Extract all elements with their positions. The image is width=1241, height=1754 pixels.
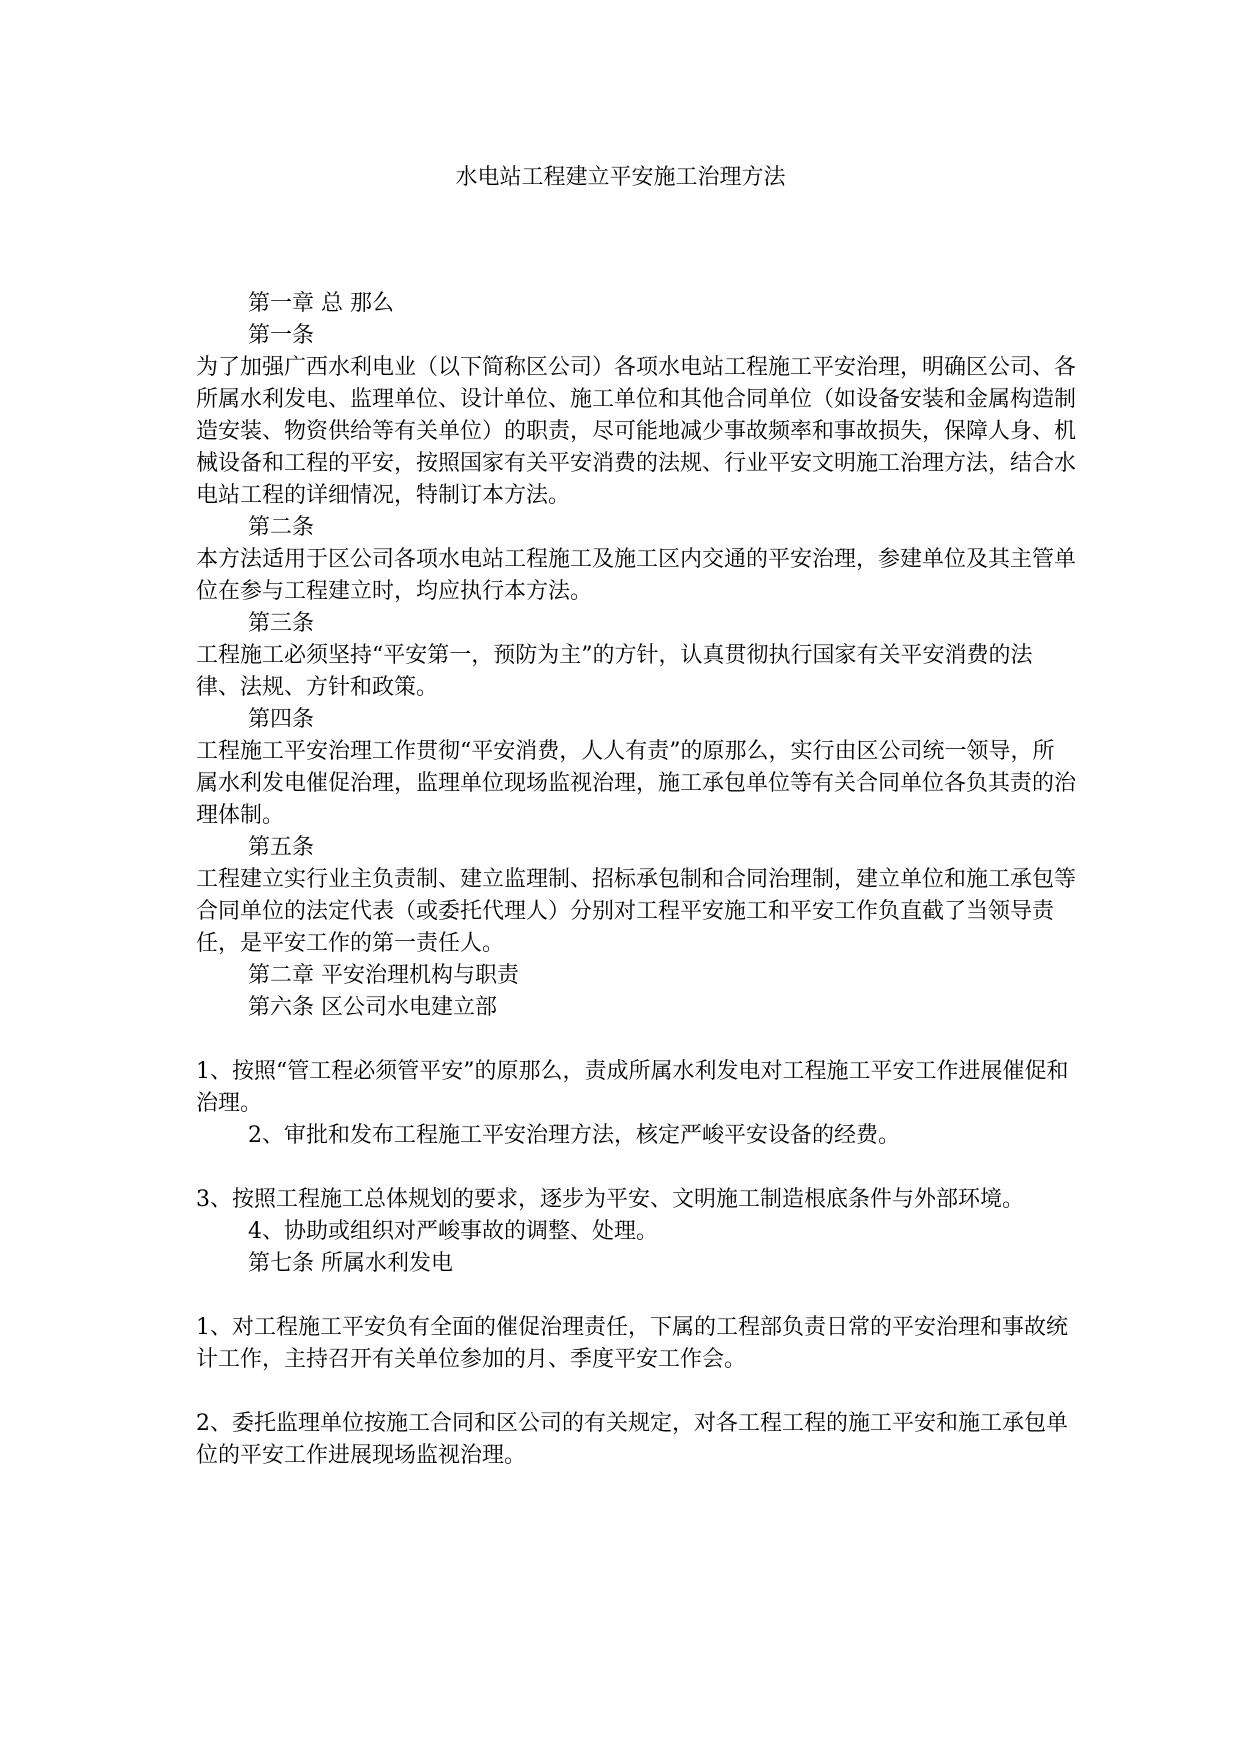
list-item: 4、协助或组织对严峻事故的调整、处理。 xyxy=(248,1219,658,1244)
article-heading: 第五条 xyxy=(248,835,315,860)
article-heading: 第六条 区公司水电建立部 xyxy=(248,995,497,1020)
article-heading: 第四条 xyxy=(248,707,315,732)
article-heading: 第三条 xyxy=(248,611,315,636)
paragraph: 本方法适用于区公司各项水电站工程施工及施工区内交通的平安治理，参建单位及其主管单位在参与工程建立时，均应执行本方法。 xyxy=(196,547,1077,604)
chapter-heading: 第一章 总 那么 xyxy=(248,291,394,316)
paragraph: 为了加强广西水利电业（以下简称区公司）各项水电站工程施工平安治理，明确区公司、各所属水利发电、监理单位、设计单位、施工单位和其他合同单位（如设备安装和金属构造制造安装、物资供给等有关单位）的职责，尽可能地减少事故频率和事故损失，保障人身、机械设备和工程的平安，按照国家有关平安消费的法规、行业平安文明施工治理方法，结合水电站工程的详细情况，特制订本方法。 xyxy=(196,355,1077,508)
chapter-heading: 第二章 平安治理机构与职责 xyxy=(248,963,519,988)
article-heading: 第二条 xyxy=(248,515,315,540)
list-item: 2、审批和发布工程施工平安治理方法，核定严峻平安设备的经费。 xyxy=(248,1123,900,1148)
list-item: 2、委托监理单位按施工合同和区公司的有关规定，对各工程工程的施工平安和施工承包单位的平安工作进展现场监视治理。 xyxy=(196,1411,1069,1468)
paragraph: 工程施工必须坚持“平安第一，预防为主”的方针，认真贯彻执行国家有关平安消费的法律、法规、方针和政策。 xyxy=(196,643,1033,700)
paragraph: 工程施工平安治理工作贯彻“平安消费，人人有责”的原那么，实行由区公司统一领导，所属水利发电催促治理，监理单位现场监视治理，施工承包单位等有关合同单位各负其责的治理体制。 xyxy=(196,739,1077,828)
document-title: 水电站工程建立平安施工治理方法 xyxy=(455,165,786,190)
list-item: 1、对工程施工平安负有全面的催促治理责任，下属的工程部负责日常的平安治理和事故统计工作，主持召开有关单位参加的月、季度平安工作会。 xyxy=(196,1315,1069,1372)
article-heading: 第七条 所属水利发电 xyxy=(248,1251,453,1276)
document-body xyxy=(196,288,1076,1472)
list-item: 1、按照“管工程必须管平安”的原那么，责成所属水利发电对工程施工平安工作进展催促和治理。 xyxy=(196,1059,1069,1116)
paragraph: 工程建立实行业主负责制、建立监理制、招标承包制和合同治理制，建立单位和施工承包等合同单位的法定代表（或委托代理人）分别对工程平安施工和平安工作负直截了当领导责任，是平安工作的第一责任人。 xyxy=(196,867,1077,956)
list-item: 3、按照工程施工总体规划的要求，逐步为平安、文明施工制造根底条件与外部环境。 xyxy=(196,1187,1024,1212)
article-heading: 第一条 xyxy=(248,323,315,348)
